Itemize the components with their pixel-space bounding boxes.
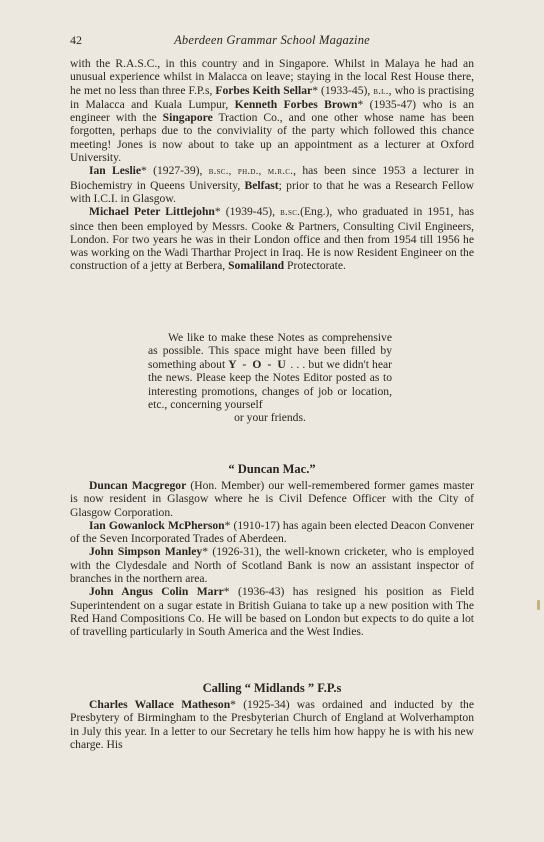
name-duncan-macgregor: Duncan Macgregor: [89, 479, 187, 492]
name-ian-leslie: Ian Leslie: [89, 164, 142, 178]
notes-block-3: [70, 698, 474, 751]
name-kenneth-forbes-brown: Kenneth Forbes Brown: [234, 97, 358, 111]
name-forbes-keith-sellar: Forbes Keith Sellar: [215, 83, 313, 97]
page-header: [70, 33, 474, 51]
name-john-angus-colin-marr: John Angus Colin Marr: [89, 585, 224, 599]
name-ian-gowanlock-mcpherson: Ian Gowanlock McPherson: [89, 518, 225, 532]
editor-notice: [148, 331, 392, 425]
paragraph-matheson: Charles Wallace Matheson* (1925-34) was ordained and inducted by the Presbytery of Birmingham to the Presbyterian Church of England at Wolverhampton in July this year. In a letter to our Secretary he tells him how happy he is with his new charge. His: [70, 698, 474, 751]
name-michael-peter-littlejohn: Michael Peter Littlejohn: [89, 205, 215, 219]
paragraph-jones: with the R.A.S.C., in this country and in Singapore. Whilst in Malaya he had an unusual experience whilst in Malacca on leave; staying in the local Rest House there, he met no less than three F.P.s, Forbes Keith Sellar* (1933-45), b.l., who is practising in Malacca and Kuala Lumpur, Kenneth Forbes Brown* (1935-47) who is an engineer with the Singapore Traction Co., and one other whose name has been forgotten, perhaps due to the conviviality of the party which followed this chance meeting! Jones is now about to take up an appointment as a lecturer at Oxford University.: [70, 57, 475, 165]
paragraph-manley: John Simpson Manley* (1926-31), the well-known cricketer, who is employed with the Clydesdale and North of Scotland Bank is now an assistant inspector of branches in the northern area.: [70, 545, 475, 586]
paragraph-marr: John Angus Colin Marr* (1936-43) has resigned his position as Field Superintendent on a sugar estate in British Guiana to take up a new position with The Red Hand Compositions Co. He will be based on London but expects to do quite a lot of travelling particularly in South America and the West Indies.: [70, 585, 474, 639]
paragraph-macgregor: Duncan Macgregor (Hon. Member) our well-remembered former games master is now resident in Glasgow where he is Civil Defence Officer with the City of Glasgow Corporation.: [70, 479, 474, 519]
paragraph-ian-leslie: Ian Leslie* (1927-39), b.sc., ph.d., m.r.c., has been since 1953 a lecturer in Biochemistry in Queens University, Belfast; prior to that he was a Research Fellow with I.C.I. in Glasgow.: [70, 164, 475, 205]
running-title: Aberdeen Grammar School Magazine: [174, 33, 370, 47]
you-emphasis: Y - O - U: [228, 357, 288, 371]
place-singapore: Singapore: [162, 111, 213, 125]
notice-text: We like to make these Notes as comprehensive as possible. This space might have been filled by something about Y - O - U . . . but we didn't hear the news. Please keep the Notes Editor posted as to interesting promotions, changes of job or location, etc., concerning yourself: [148, 331, 392, 412]
heading-calling-midlands: Calling “ Midlands ” F.P.s: [202, 681, 342, 695]
notice-last-line: or your friends.: [234, 411, 306, 425]
name-charles-wallace-matheson: Charles Wallace Matheson: [89, 698, 231, 711]
name-john-simpson-manley: John Simpson Manley: [89, 545, 203, 559]
page-number: 42: [70, 33, 82, 47]
paragraph-mcpherson: Ian Gowanlock McPherson* (1910-17) has again been elected Deacon Convener of the Seven Incorporated Trades of Aberdeen.: [70, 518, 474, 546]
paragraph-littlejohn: Michael Peter Littlejohn* (1939-45), b.sc.(Eng.), who graduated in 1951, has since then been employed by Messrs. Cooke & Partners, Consulting Civil Engineers, London. For two years he was in their London office and then from 1954 till 1956 he was working on the Wadi Tharthar Project in Iraq. He is now Resident Engineer on the construction of a jetty at Berbera, Somaliland Protectorate.: [70, 205, 474, 273]
place-belfast: Belfast: [244, 178, 279, 192]
notes-block-1: [70, 57, 474, 273]
margin-mark: [537, 600, 540, 610]
notes-block-2: [70, 479, 474, 639]
heading-duncan-mac: “ Duncan Mac.”: [228, 462, 316, 476]
place-somaliland: Somaliland: [228, 259, 285, 273]
